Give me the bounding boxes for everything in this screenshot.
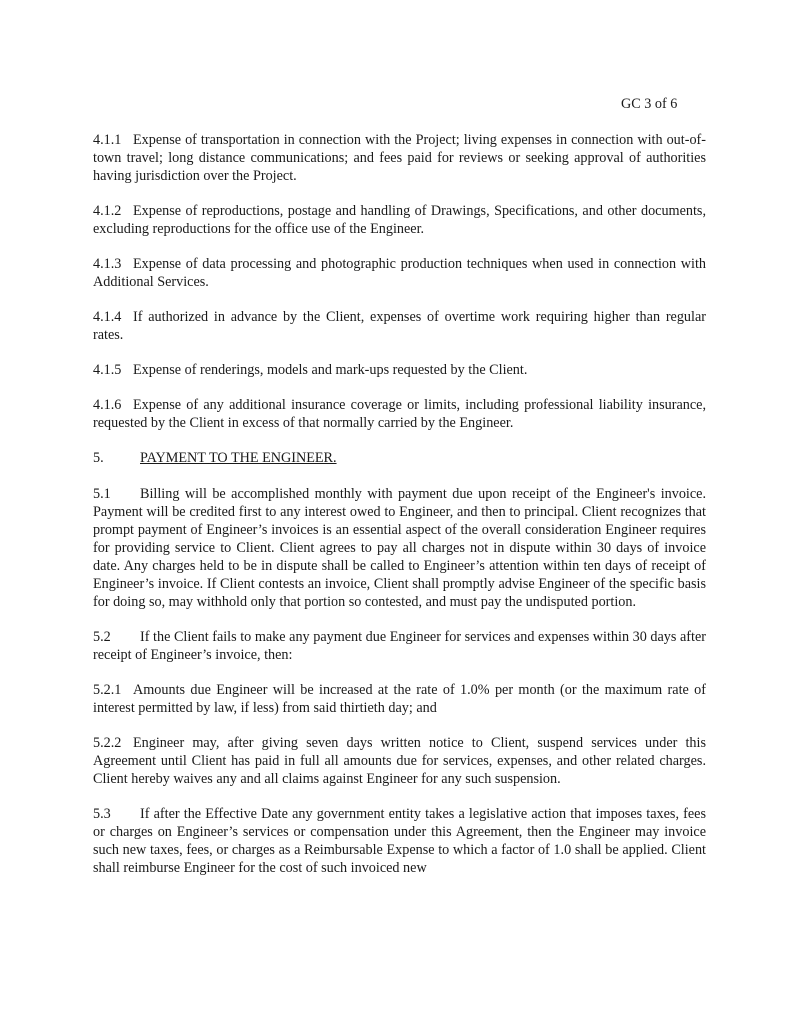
clause-5-2-1 — [93, 681, 706, 717]
clause-text: If authorized in advance by the Client, expenses of overtime work requiring higher than regular rates. — [93, 309, 706, 343]
clause-text: If the Client fails to make any payment due Engineer for services and expenses within 30 days after receipt of Engineer’s invoice, then: — [93, 629, 706, 663]
clause-text: Engineer may, after giving seven days written notice to Client, suspend services under this Agreement until Client has paid in full all amounts due for services, expenses, and other related charges. Client hereby waives any and all claims against Engineer for any such suspension. — [93, 735, 706, 787]
clause-text: Amounts due Engineer will be increased at the rate of 1.0% per month (or the maximum rate of interest permitted by law, if less) from said thirtieth day; and — [93, 682, 706, 716]
section-heading — [93, 449, 706, 467]
clause-4-1-3 — [93, 255, 706, 291]
clause-number: 5.2.1 — [93, 682, 122, 698]
clause-4-1-5 — [93, 361, 706, 379]
clause-4-1-6 — [93, 396, 706, 432]
clause-4-1-4 — [93, 308, 706, 344]
clause-number: 5.2 — [93, 629, 111, 645]
section-title: PAYMENT TO THE ENGINEER. — [140, 450, 337, 466]
clause-number: 4.1.4 — [93, 309, 122, 325]
document-body — [93, 131, 706, 894]
clause-number: 4.1.5 — [93, 362, 122, 378]
clause-text: Expense of transportation in connection with the Project; living expenses in connection with out-of-town travel; long distance communications; and fees paid for reviews or seeking approval of authorities having jurisdiction over the Project. — [93, 132, 706, 184]
page-number: GC 3 of 6 — [621, 96, 678, 112]
clause-number: 4.1.2 — [93, 203, 122, 219]
clause-number: 4.1.3 — [93, 256, 122, 272]
clause-text: If after the Effective Date any government entity takes a legislative action that imposes taxes, fees or charges on Engineer’s services or compensation under this Agreement, then the Engineer may invoice such new taxes, fees, or charges as a Reimbursable Expense to which a factor of 1.0 shall be applied. Client shall reimburse Engineer for the cost of such invoiced new — [93, 806, 706, 876]
clause-number: 4.1.1 — [93, 132, 122, 148]
clause-number: 4.1.6 — [93, 397, 122, 413]
clause-4-1-2 — [93, 202, 706, 238]
clause-text: Expense of data processing and photographic production techniques when used in connection with Additional Services. — [93, 256, 706, 290]
clause-5-2-2 — [93, 734, 706, 788]
clause-text: Billing will be accomplished monthly with payment due upon receipt of the Engineer's invoice. Payment will be credited first to any interest owed to Engineer, and then to principal. Client recognizes that prompt payment of Engineer’s invoices is an essential aspect of the overall consideration Engineer requires for providing service to Client. Client agrees to pay all charges not in dispute within 30 days of invoice date. Any charges held to be in dispute shall be called to Engineer’s attention within ten days of receipt of Engineer’s invoice. If Client contests an invoice, Client shall promptly advise Engineer of the specific basis for doing so, may withhold only that portion so contested, and must pay the undisputed portion. — [93, 486, 706, 610]
clause-number: 5.3 — [93, 806, 111, 822]
clause-text: Expense of any additional insurance coverage or limits, including professional liability insurance, requested by the Client in excess of that normally carried by the Engineer. — [93, 397, 706, 431]
clause-text: Expense of reproductions, postage and handling of Drawings, Specifications, and other documents, excluding reproductions for the office use of the Engineer. — [93, 203, 706, 237]
clause-4-1-1 — [93, 131, 706, 185]
section-number: 5. — [93, 450, 104, 466]
clause-text: Expense of renderings, models and mark-ups requested by the Client. — [133, 362, 528, 378]
clause-number: 5.1 — [93, 486, 111, 502]
clause-number: 5.2.2 — [93, 735, 122, 751]
clause-5-1 — [93, 485, 706, 611]
clause-5-2 — [93, 628, 706, 664]
clause-5-3 — [93, 805, 706, 877]
